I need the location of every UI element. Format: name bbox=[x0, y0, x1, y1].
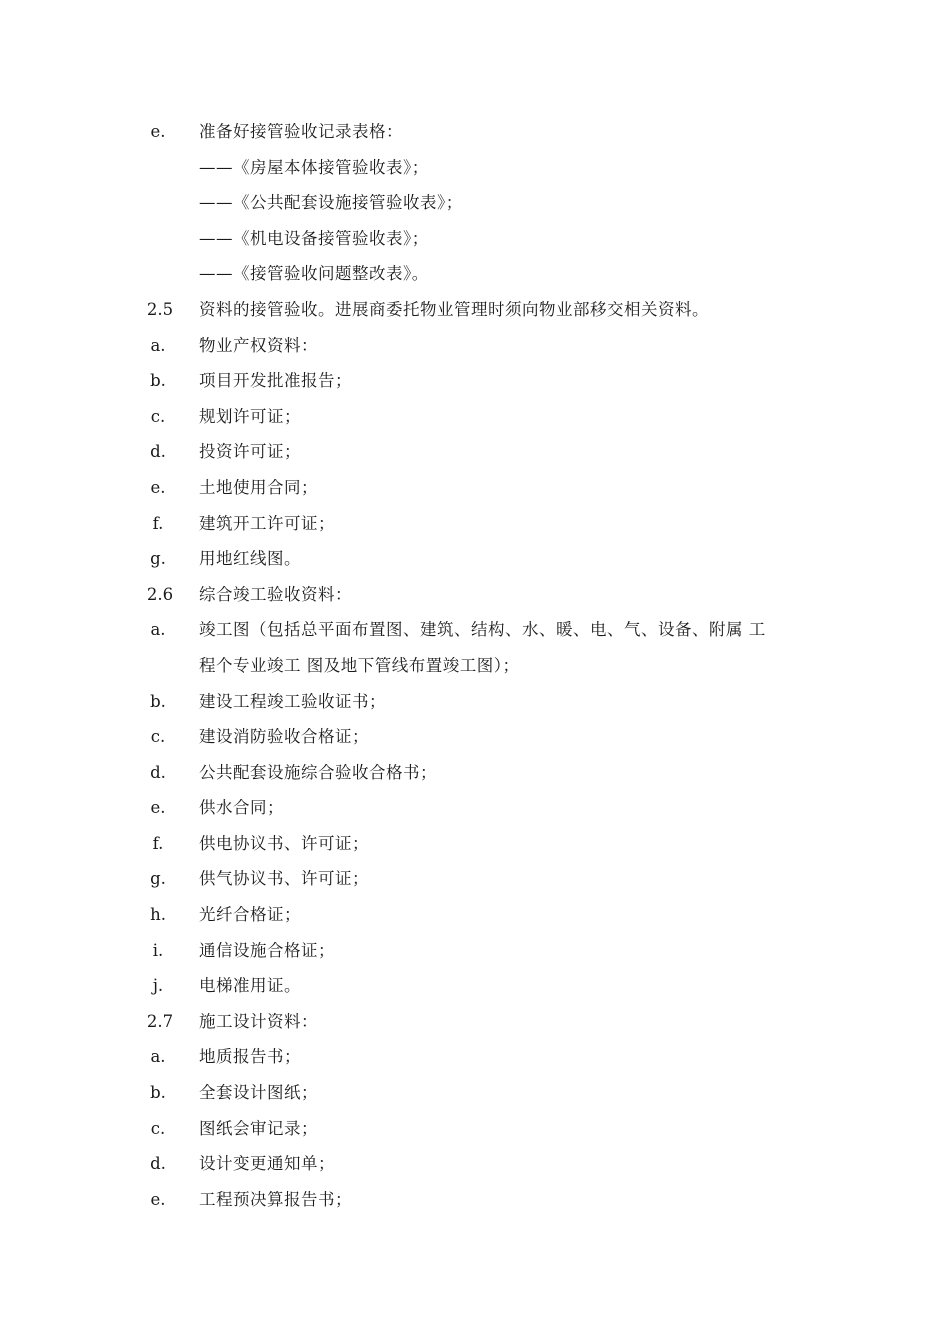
list-item bbox=[0, 221, 950, 257]
item-text: 光纤合格证； bbox=[199, 905, 301, 925]
item-text: 用地红线图。 bbox=[199, 549, 301, 569]
list-item bbox=[0, 861, 950, 897]
item-text: 规划许可证； bbox=[199, 406, 301, 426]
section-heading bbox=[0, 577, 950, 613]
list-item bbox=[0, 790, 950, 826]
item-marker: a. bbox=[150, 1047, 166, 1067]
item-marker: d. bbox=[150, 442, 166, 462]
list-item bbox=[0, 256, 950, 292]
item-text: 准备好接管验收记录表格： bbox=[199, 122, 403, 141]
item-text: 建设消防验收合格证； bbox=[199, 727, 369, 747]
list-item bbox=[0, 541, 950, 577]
item-marker: i. bbox=[152, 940, 164, 960]
section-number: 2.7 bbox=[146, 1011, 174, 1031]
item-marker: e. bbox=[150, 1189, 166, 1209]
item-text: 土地使用合同； bbox=[199, 477, 318, 497]
item-text: 设计变更通知单； bbox=[199, 1154, 335, 1174]
section-number: 2.6 bbox=[146, 584, 174, 604]
document-body bbox=[0, 114, 950, 1217]
section-heading bbox=[0, 1004, 950, 1040]
item-text: 项目开发批准报告； bbox=[199, 371, 352, 391]
list-item bbox=[0, 826, 950, 862]
item-marker: g. bbox=[150, 549, 166, 569]
item-marker: d. bbox=[150, 762, 166, 782]
list-item bbox=[0, 328, 950, 364]
list-item bbox=[0, 1039, 950, 1075]
item-text: ——《机电设备接管验收表》； bbox=[199, 228, 429, 248]
item-marker: b. bbox=[150, 691, 166, 711]
item-text: ——《公共配套设施接管验收表》； bbox=[199, 193, 463, 213]
item-text: 建筑开工许可证； bbox=[199, 513, 335, 533]
item-text: ——《接管验收问题整改表》。 bbox=[199, 264, 429, 284]
list-item bbox=[0, 434, 950, 470]
item-marker: b. bbox=[150, 1083, 166, 1103]
item-text: 全套设计图纸； bbox=[199, 1083, 318, 1103]
item-text: 公共配套设施综合验收合格书； bbox=[199, 762, 437, 782]
section-number: 2.5 bbox=[146, 299, 174, 319]
item-text: 工程预决算报告书； bbox=[199, 1189, 352, 1209]
item-marker: d. bbox=[150, 1154, 166, 1174]
section-text: 综合竣工验收资料： bbox=[199, 584, 352, 604]
item-text: 程个专业竣工 图及地下管线布置竣工图）； bbox=[199, 655, 520, 675]
list-item bbox=[0, 150, 950, 186]
item-marker: a. bbox=[150, 620, 166, 640]
item-marker: c. bbox=[150, 1118, 166, 1138]
list-item bbox=[0, 612, 950, 648]
item-marker: h. bbox=[150, 905, 166, 925]
section-text: 施工设计资料： bbox=[199, 1011, 318, 1031]
item-text: 竣工图（包括总平面布置图、建筑、结构、水、暖、电、气、设备、附属 工 bbox=[199, 620, 766, 640]
list-item bbox=[0, 114, 950, 150]
list-item bbox=[0, 1075, 950, 1111]
list-item bbox=[0, 933, 950, 969]
item-marker: a. bbox=[150, 335, 166, 355]
list-item bbox=[0, 185, 950, 221]
list-item bbox=[0, 1182, 950, 1218]
item-marker: e. bbox=[150, 798, 166, 818]
item-marker: c. bbox=[150, 727, 166, 747]
item-text: 电梯准用证。 bbox=[199, 976, 301, 996]
item-marker: c. bbox=[150, 406, 166, 426]
section-text: 资料的接管验收。进展商委托物业管理时须向物业部移交相关资料。 bbox=[199, 299, 709, 319]
item-text: ——《房屋本体接管验收表》； bbox=[199, 157, 429, 177]
list-item bbox=[0, 684, 950, 720]
list-item bbox=[0, 399, 950, 435]
list-item bbox=[0, 968, 950, 1004]
list-item bbox=[0, 506, 950, 542]
list-item bbox=[0, 1111, 950, 1147]
item-marker: b. bbox=[150, 371, 166, 391]
item-text: 投资许可证； bbox=[199, 442, 301, 462]
item-marker: f. bbox=[152, 833, 164, 853]
item-marker: e. bbox=[150, 477, 166, 497]
item-text: 通信设施合格证； bbox=[199, 940, 335, 960]
item-text: 图纸会审记录； bbox=[199, 1118, 318, 1138]
item-text: 物业产权资料： bbox=[199, 335, 318, 355]
list-item bbox=[0, 897, 950, 933]
item-marker: e. bbox=[150, 122, 166, 141]
list-item-continuation bbox=[0, 648, 950, 684]
item-text: 供电协议书、许可证； bbox=[199, 833, 369, 853]
item-text: 供气协议书、许可证； bbox=[199, 869, 369, 889]
item-marker: g. bbox=[150, 869, 166, 889]
list-item bbox=[0, 719, 950, 755]
item-marker: j. bbox=[152, 976, 164, 996]
section-heading bbox=[0, 292, 950, 328]
list-item bbox=[0, 755, 950, 791]
item-text: 地质报告书； bbox=[199, 1047, 301, 1067]
list-item bbox=[0, 470, 950, 506]
list-item bbox=[0, 1146, 950, 1182]
item-marker: f. bbox=[152, 513, 164, 533]
item-text: 供水合同； bbox=[199, 798, 284, 818]
list-item bbox=[0, 363, 950, 399]
item-text: 建设工程竣工验收证书； bbox=[199, 691, 386, 711]
